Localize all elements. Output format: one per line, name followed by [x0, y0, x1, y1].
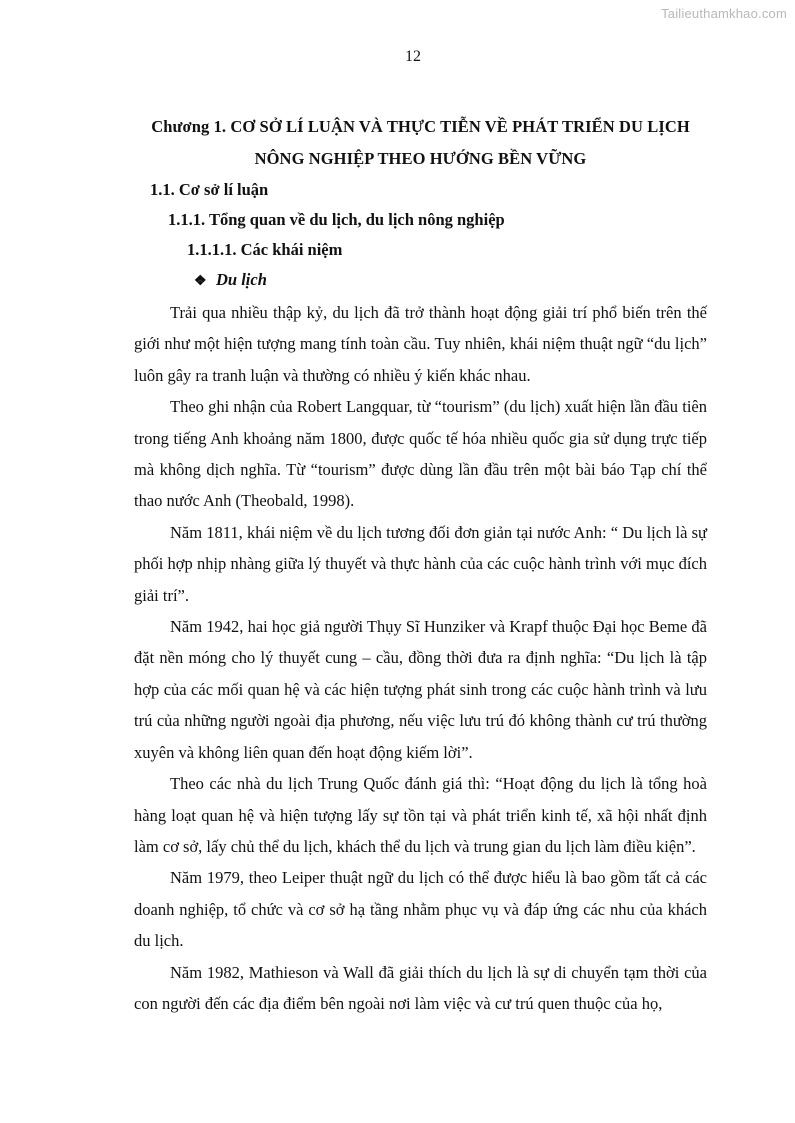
- paragraph: Năm 1982, Mathieson và Wall đã giải thích du lịch là sự di chuyển tạm thời của con người đến các địa điểm bên ngoài nơi làm việc và cư trú quen thuộc của họ,: [134, 962, 707, 1013]
- subheading-du-lich: [134, 265, 707, 297]
- page-number: 12: [405, 48, 421, 65]
- paragraph: Năm 1979, theo Leiper thuật ngữ du lịch có thể được hiểu là bao gồm tất cả các doanh nghiệp, tổ chức và cơ sở hạ tầng nhằm phục vụ và đáp ứng các nhu của khách du lịch.: [134, 868, 707, 951]
- section-heading-1-1-1-1: 1.1.1.1. Các khái niệm: [187, 240, 343, 259]
- document-body: [134, 111, 707, 1019]
- chapter-title-line-1: Chương 1. CƠ SỞ LÍ LUẬN VÀ THỰC TIỄN VỀ PHÁT TRIỂN DU LỊCH: [151, 117, 690, 136]
- paragraph: Năm 1942, hai học giả người Thụy Sĩ Hunziker và Krapf thuộc Đại học Beme đã đặt nền móng cho lý thuyết cung – cầu, đồng thời đưa ra định nghĩa: “Du lịch là tập hợp của các mối quan hệ và các hiện tượng phát sinh trong các cuộc hành trình và lưu trú của những người ngoài địa phương, nếu việc lưu trú đó không thành cư trú thường xuyên và không liên quan đến hoạt động kiếm lời”.: [134, 617, 707, 762]
- paragraph: Theo ghi nhận của Robert Langquar, từ “tourism” (du lịch) xuất hiện lần đầu tiên trong tiếng Anh khoảng năm 1800, được quốc tế hóa nhiều quốc gia sử dụng trực tiếp mà không dịch nghĩa. Từ “tourism” được dùng lần đầu trên một bài báo Tạp chí thể thao nước Anh (Theobald, 1998).: [134, 397, 707, 511]
- chapter-title: [134, 111, 707, 175]
- section-heading-1-1-1: 1.1.1. Tổng quan về du lịch, du lịch nông nghiệp: [168, 210, 505, 229]
- paragraph: Năm 1811, khái niệm về du lịch tương đối đơn giản tại nước Anh: “ Du lịch là sự phối hợp nhịp nhàng giữa lý thuyết và thực hành của các cuộc hành trình với mục đích giải trí”.: [134, 522, 707, 605]
- paragraph: Trải qua nhiều thập kỷ, du lịch đã trở thành hoạt động giải trí phổ biến trên thế giới như một hiện tượng mang tính toàn cầu. Tuy nhiên, khái niệm thuật ngữ “du lịch” luôn gây ra tranh luận và thường có nhiều ý kiến khác nhau.: [134, 303, 707, 385]
- chapter-title-line-2: NÔNG NGHIỆP THEO HƯỚNG BỀN VỮNG: [254, 149, 587, 168]
- watermark: Tailieuthamkhao.com: [661, 6, 787, 21]
- paragraph: Theo các nhà du lịch Trung Quốc đánh giá thì: “Hoạt động du lịch là tổng hoà hàng loạt quan hệ và hiện tượng lấy sự tồn tại và phát triển kinh tế, xã hội nhất định làm cơ sở, lấy chủ thể du lịch, khách thể du lịch và trung gian du lịch làm điều kiện”.: [134, 774, 707, 856]
- diamond-bullet-icon: ❖: [194, 274, 207, 289]
- subheading-label: Du lịch: [216, 270, 267, 289]
- section-heading-1-1: 1.1. Cơ sở lí luận: [150, 180, 269, 199]
